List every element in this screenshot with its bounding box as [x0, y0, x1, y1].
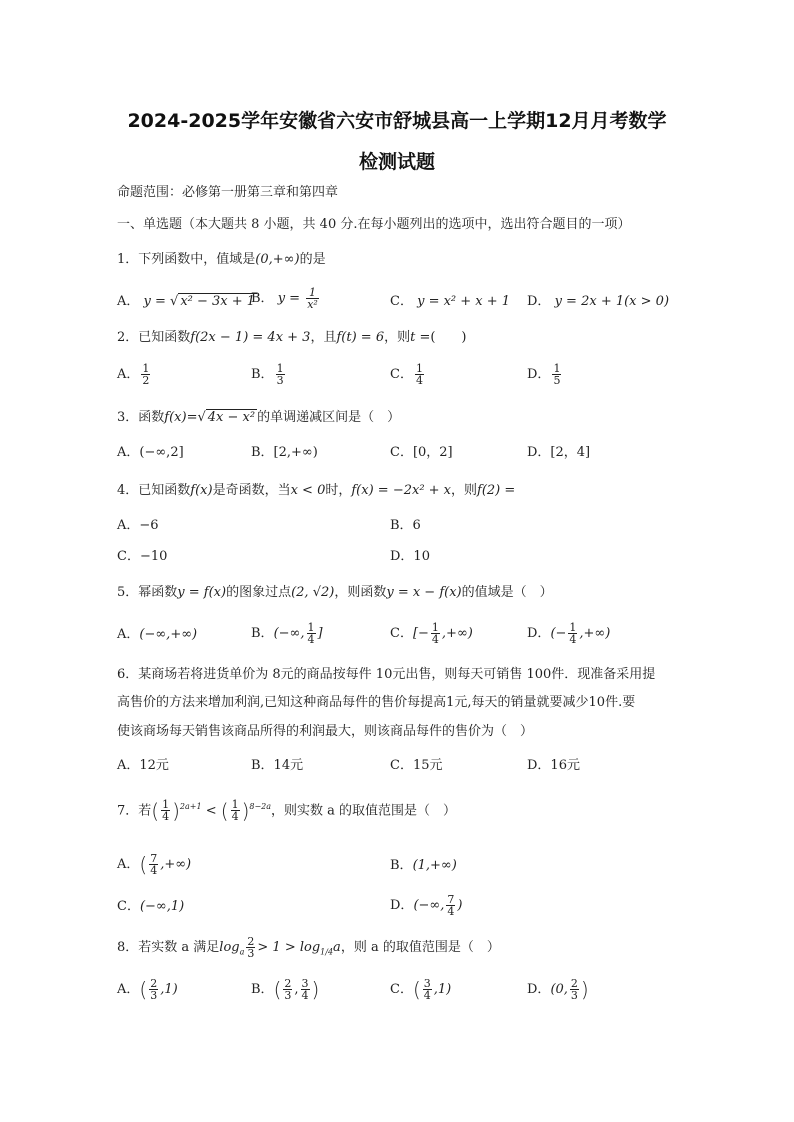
q6-option-d: D．16元: [527, 758, 580, 773]
exam-scope: 命题范围：必修第一册第三章和第四章: [117, 185, 339, 200]
exam-title-line2: 检测试题: [358, 151, 435, 173]
q2-option-c: C． $\frac{1}{4}$: [390, 362, 423, 387]
q5-option-a: A．(−∞,+∞): [117, 627, 198, 642]
section-heading: 一、单选题（本大题共 8 小题，共 40 分.在每小题列出的选项中，选出符合题目的一项）: [117, 217, 631, 232]
q1-option-c: C． y = x² + x + 1: [390, 294, 511, 309]
q4-option-c: C．−10: [117, 549, 168, 564]
question-8-stem: 8．若实数 a 满足$\log_a$ $\frac{2}{3}$ > $1 > \log_{1/4}a$，则 a 的取值范围是（ ）: [117, 935, 500, 960]
q4-option-b: B．6: [390, 518, 421, 533]
q2-option-a: A． $\frac{1}{2}$: [117, 362, 150, 387]
q5-option-c: C．[− $\frac{1}{4}$ ,+∞): [390, 621, 473, 646]
q4-option-a: A．−6: [117, 518, 159, 533]
q8-option-b: B．( $\frac{2}{3}$ , $\frac{3}{4}$ ): [251, 977, 320, 1002]
q6-option-c: C．15元: [390, 758, 443, 773]
q5-option-b: B．(−∞, $\frac{1}{4}$ ]: [251, 621, 323, 646]
q5-option-d: D．(− $\frac{1}{4}$ ,+∞): [527, 621, 611, 646]
q2-option-b: B． $\frac{1}{3}$: [251, 362, 284, 387]
question-3-stem: 3．函数f(x)=√ 4x − x² 的单调递减区间是（ ）: [117, 410, 401, 425]
q8-option-a: A．( $\frac{2}{3}$ ,1): [117, 977, 178, 1002]
q3-option-b: B．[2,+∞): [251, 445, 318, 460]
question-6-line1: 6．某商场若将进货单价为 8元的商品按每件 10元出售，则每天可销售 100件．现准备采用提: [117, 667, 656, 682]
q3-option-c: C．[0，2]: [390, 445, 453, 460]
q3-option-a: A．(−∞,2]: [117, 445, 184, 460]
question-2-stem: 2．已知函数f(2x − 1) = 4x + 3，且f(t) = 6，则t =( ): [117, 330, 467, 345]
q1-option-a: A． y = √ x² − 3x + 1: [117, 294, 256, 309]
q3-option-d: D．[2，4]: [527, 445, 591, 460]
exam-title-line1: 2024-2025学年安徽省六安市舒城县高一上学期12月月考数学: [127, 110, 667, 132]
question-6-line2: 高售价的方法来增加利润,已知这种商品每件的售价每提高1元,每天的销量就要减少10件.要: [117, 695, 636, 710]
q6-option-b: B．14元: [251, 758, 304, 773]
question-6-line3: 使该商场每天销售该商品所得的利润最大，则该商品每件的售价为（ ）: [117, 724, 534, 739]
q6-option-a: A．12元: [117, 758, 169, 773]
q7-option-c: C．(−∞,1): [117, 899, 185, 914]
q8-option-d: D．(0, $\frac{2}{3}$ ): [527, 977, 589, 1002]
q7-option-d: D．(−∞, $\frac{7}{4}$ ): [390, 893, 463, 918]
question-4-stem: 4．已知函数f(x)是奇函数，当x < 0时，f(x) = −2x² + x，则f(2) =: [117, 483, 516, 498]
question-1-stem: 1．下列函数中，值域是(0,+∞)的是: [117, 252, 326, 267]
q2-option-d: D． $\frac{1}{5}$: [527, 362, 561, 387]
q1-option-b: B． y = $\frac{1}{\text{x²}}$: [251, 286, 318, 311]
q7-option-b: B．(1,+∞): [390, 858, 457, 873]
q8-option-c: C．( $\frac{3}{4}$ ,1): [390, 977, 452, 1002]
q4-option-d: D．10: [390, 549, 430, 564]
question-5-stem: 5．幂函数y = f(x)的图象过点(2, √2)，则函数y = x − f(x)的值域是（ ）: [117, 585, 553, 600]
question-7-stem: 7．若( $\frac{1}{4}$ )$^{2a+1}$ < ( $\frac{1}{4}$ )$^{8-2a}$，则实数 a 的取值范围是（ ）: [117, 798, 457, 824]
q1-option-d: D． y = 2x + 1(x > 0): [527, 294, 670, 309]
q7-option-a: A．( $\frac{7}{4}$ ,+∞): [117, 852, 192, 877]
